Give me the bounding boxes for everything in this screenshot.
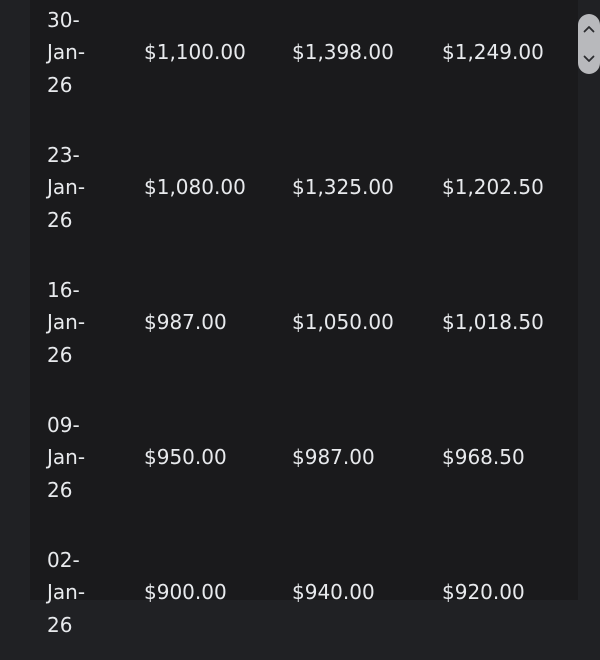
- value-cell: $920.00: [442, 580, 525, 605]
- value-cell: $900.00: [144, 580, 227, 605]
- value-cell: $1,249.00: [442, 40, 544, 65]
- value-cell: $940.00: [292, 580, 375, 605]
- value-cell: $1,398.00: [292, 40, 394, 65]
- table-row: [30, 525, 578, 660]
- value-cell: $987.00: [292, 445, 375, 470]
- scroll-buttons: [578, 14, 600, 74]
- chevron-up-icon: [583, 25, 595, 33]
- date-cell: 09- Jan- 26: [47, 412, 86, 502]
- date-cell: 23- Jan- 26: [47, 142, 86, 232]
- chevron-down-icon: [583, 55, 595, 63]
- table-body: [30, 0, 578, 660]
- scroll-up-button[interactable]: [578, 14, 600, 44]
- value-cell: $1,100.00: [144, 40, 246, 65]
- date-cell: 16- Jan- 26: [47, 277, 86, 367]
- value-cell: $1,050.00: [292, 310, 394, 335]
- table-row: [30, 120, 578, 255]
- scrollbar-track[interactable]: [578, 0, 600, 600]
- date-cell: 30- Jan- 26: [47, 7, 86, 97]
- value-cell: $950.00: [144, 445, 227, 470]
- table-row: [30, 0, 578, 120]
- value-cell: $1,018.50: [442, 310, 544, 335]
- value-cell: $1,080.00: [144, 175, 246, 200]
- scroll-down-button[interactable]: [578, 44, 600, 74]
- value-cell: $968.50: [442, 445, 525, 470]
- value-cell: $1,202.50: [442, 175, 544, 200]
- value-cell: $987.00: [144, 310, 227, 335]
- value-cell: $1,325.00: [292, 175, 394, 200]
- table-row: [30, 255, 578, 390]
- date-cell: 02- Jan- 26: [47, 547, 86, 637]
- table-row: [30, 390, 578, 525]
- price-table: [30, 0, 578, 637]
